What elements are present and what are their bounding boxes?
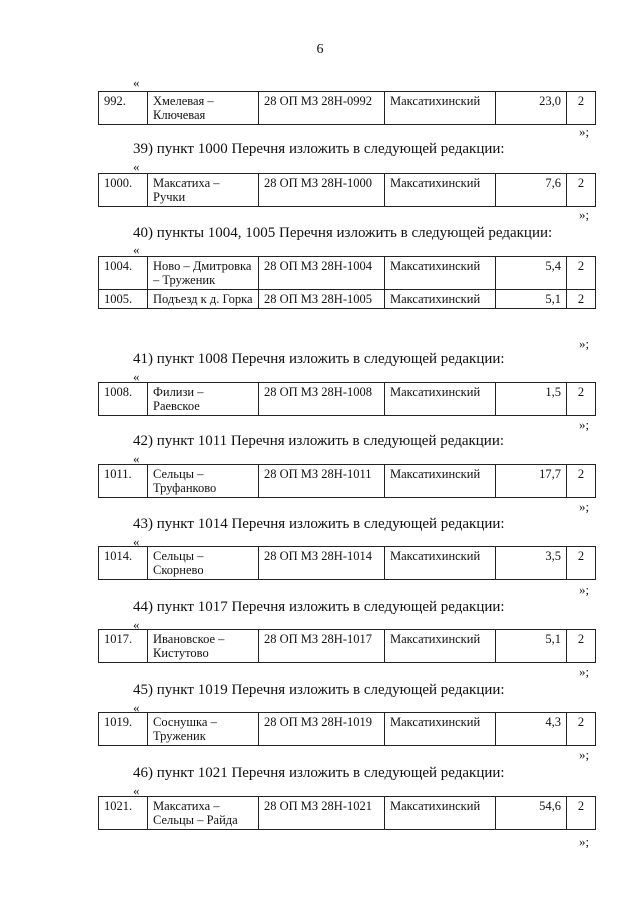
cell-district: Максатихинский <box>385 630 496 663</box>
close-quote: »; <box>579 499 590 514</box>
cell-district: Максатихинский <box>385 92 496 125</box>
table-row <box>99 174 596 207</box>
cell-district: Максатихинский <box>385 290 496 309</box>
open-quote: « <box>133 700 140 715</box>
cell-category: 2 <box>567 92 596 125</box>
cell-road-code: 28 ОП МЗ 28Н-1019 <box>259 713 385 746</box>
amendment-heading: 41) пункт 1008 Перечня изложить в следующей редакции: <box>133 351 505 367</box>
amendment-heading: 43) пункт 1014 Перечня изложить в следующей редакции: <box>133 516 505 532</box>
cell-road-name: Хмелевая – Ключевая <box>148 92 259 125</box>
cell-length: 4,3 <box>496 713 567 746</box>
road-table <box>98 796 596 830</box>
cell-road-code: 28 ОП МЗ 28Н-1021 <box>259 797 385 830</box>
cell-length: 17,7 <box>496 465 567 498</box>
cell-road-code: 28 ОП МЗ 28Н-1008 <box>259 383 385 416</box>
road-table <box>98 256 596 309</box>
cell-number: 1004. <box>99 257 148 290</box>
cell-number: 992. <box>99 92 148 125</box>
cell-district: Максатихинский <box>385 257 496 290</box>
amendment-heading: 45) пункт 1019 Перечня изложить в следующей редакции: <box>133 682 505 698</box>
cell-length: 54,6 <box>496 797 567 830</box>
amendment-heading: 44) пункт 1017 Перечня изложить в следующей редакции: <box>133 599 505 615</box>
table-row <box>99 257 596 290</box>
amendment-heading: 40) пункты 1004, 1005 Перечня изложить в следующей редакции: <box>133 225 553 241</box>
cell-number: 1017. <box>99 630 148 663</box>
cell-length: 5,1 <box>496 290 567 309</box>
cell-length: 7,6 <box>496 174 567 207</box>
cell-category: 2 <box>567 465 596 498</box>
table-row <box>99 713 596 746</box>
close-quote: »; <box>579 664 590 679</box>
cell-district: Максатихинский <box>385 465 496 498</box>
cell-length: 5,1 <box>496 630 567 663</box>
cell-category: 2 <box>567 257 596 290</box>
table-row <box>99 465 596 498</box>
close-quote: »; <box>579 336 590 351</box>
cell-number: 1005. <box>99 290 148 309</box>
cell-district: Максатихинский <box>385 713 496 746</box>
page-number: 6 <box>316 42 324 57</box>
road-table <box>98 629 596 663</box>
cell-road-code: 28 ОП МЗ 28Н-0992 <box>259 92 385 125</box>
amendment-heading: 39) пункт 1000 Перечня изложить в следующей редакции: <box>133 141 505 157</box>
cell-category: 2 <box>567 713 596 746</box>
cell-number: 1019. <box>99 713 148 746</box>
road-table <box>98 173 596 207</box>
close-quote: »; <box>579 834 590 849</box>
amendment-heading: 42) пункт 1011 Перечня изложить в следующей редакции: <box>133 433 505 449</box>
close-quote: »; <box>579 124 590 139</box>
cell-length: 23,0 <box>496 92 567 125</box>
cell-road-name: Ивановское – Кистутово <box>148 630 259 663</box>
road-table <box>98 546 596 580</box>
cell-road-code: 28 ОП МЗ 28Н-1004 <box>259 257 385 290</box>
open-quote: « <box>133 783 140 798</box>
table-row <box>99 797 596 830</box>
cell-road-name: Подъезд к д. Горка <box>148 290 259 309</box>
open-quote: « <box>133 75 140 90</box>
cell-road-name: Максатиха – Сельцы – Райда <box>148 797 259 830</box>
table-row <box>99 92 596 125</box>
cell-road-name: Максатиха – Ручки <box>148 174 259 207</box>
cell-road-code: 28 ОП МЗ 28Н-1014 <box>259 547 385 580</box>
cell-road-name: Сельцы – Скорнево <box>148 547 259 580</box>
cell-category: 2 <box>567 797 596 830</box>
cell-category: 2 <box>567 630 596 663</box>
open-quote: « <box>133 369 140 384</box>
close-quote: »; <box>579 747 590 762</box>
table-row <box>99 290 596 309</box>
cell-length: 3,5 <box>496 547 567 580</box>
road-table <box>98 712 596 746</box>
close-quote: »; <box>579 417 590 432</box>
cell-number: 1008. <box>99 383 148 416</box>
cell-length: 5,4 <box>496 257 567 290</box>
cell-district: Максатихинский <box>385 383 496 416</box>
road-table <box>98 91 596 125</box>
table-row <box>99 547 596 580</box>
road-table <box>98 382 596 416</box>
open-quote: « <box>133 617 140 632</box>
cell-number: 1011. <box>99 465 148 498</box>
cell-category: 2 <box>567 174 596 207</box>
table-row <box>99 630 596 663</box>
open-quote: « <box>133 534 140 549</box>
cell-district: Максатихинский <box>385 547 496 580</box>
cell-number: 1021. <box>99 797 148 830</box>
cell-category: 2 <box>567 547 596 580</box>
cell-road-code: 28 ОП МЗ 28Н-1005 <box>259 290 385 309</box>
cell-road-code: 28 ОП МЗ 28Н-1011 <box>259 465 385 498</box>
close-quote: »; <box>579 582 590 597</box>
cell-category: 2 <box>567 383 596 416</box>
open-quote: « <box>133 242 140 257</box>
cell-category: 2 <box>567 290 596 309</box>
cell-road-name: Филизи – Раевское <box>148 383 259 416</box>
cell-number: 1000. <box>99 174 148 207</box>
cell-road-name: Соснушка – Труженик <box>148 713 259 746</box>
road-table <box>98 464 596 498</box>
table-row <box>99 383 596 416</box>
cell-road-name: Ново – Дмитровка – Труженик <box>148 257 259 290</box>
cell-district: Максатихинский <box>385 174 496 207</box>
open-quote: « <box>133 451 140 466</box>
cell-number: 1014. <box>99 547 148 580</box>
cell-road-name: Сельцы – Труфанково <box>148 465 259 498</box>
cell-length: 1,5 <box>496 383 567 416</box>
close-quote: »; <box>579 207 590 222</box>
amendment-heading: 46) пункт 1021 Перечня изложить в следующей редакции: <box>133 765 505 781</box>
cell-road-code: 28 ОП МЗ 28Н-1017 <box>259 630 385 663</box>
cell-district: Максатихинский <box>385 797 496 830</box>
cell-road-code: 28 ОП МЗ 28Н-1000 <box>259 174 385 207</box>
open-quote: « <box>133 159 140 174</box>
